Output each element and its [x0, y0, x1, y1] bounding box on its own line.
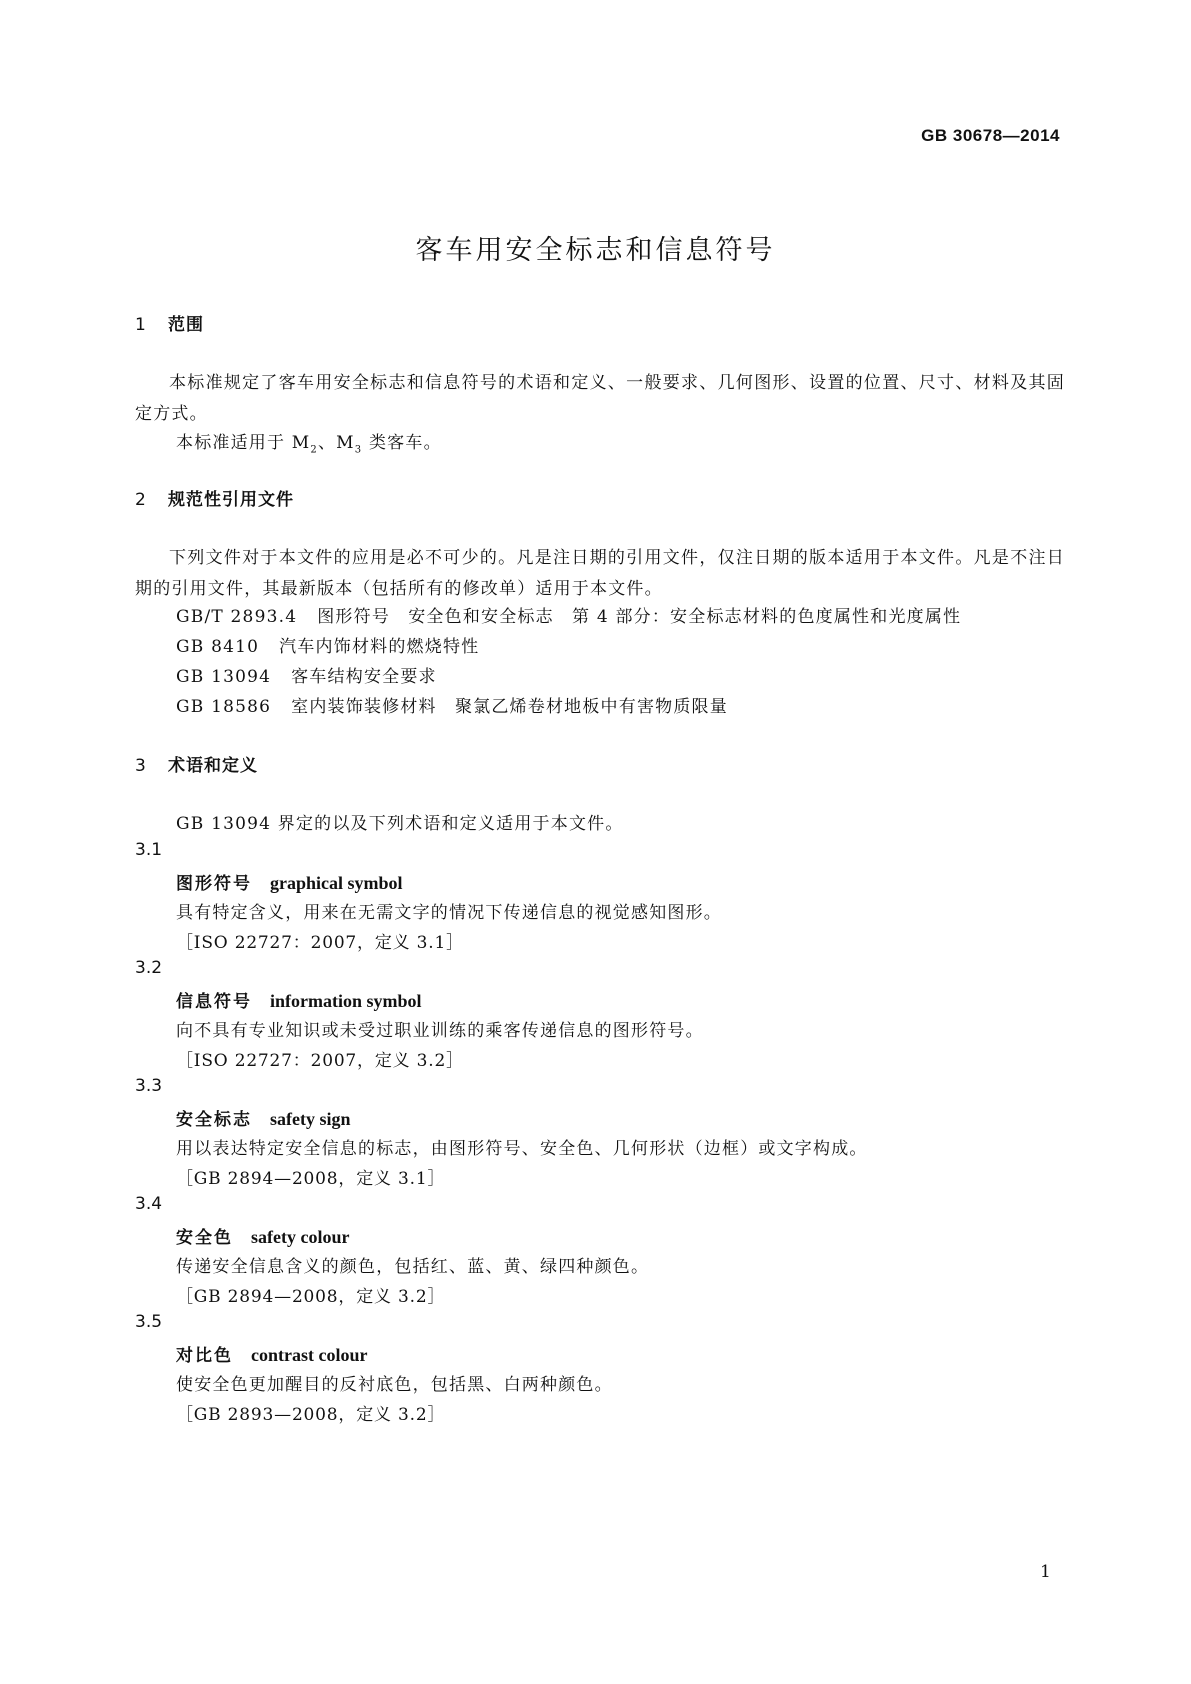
term-zh: 安全标志: [176, 1110, 252, 1130]
term-heading: [176, 869, 403, 894]
standard-code: GB 30678—2014: [921, 126, 1060, 145]
term-en: contrast colour: [251, 1345, 368, 1365]
clause-number: 3.1: [135, 840, 163, 860]
section-heading-terms: [135, 751, 258, 776]
clause-number: 3.4: [135, 1194, 163, 1214]
scope-p2-prefix: 本标准适用于 M: [176, 433, 311, 453]
term-definition: 用以表达特定安全信息的标志，由图形符号、安全色、几何形状（边框）或文字构成。: [176, 1139, 868, 1159]
term-heading: [176, 1105, 351, 1130]
term-zh: 安全色: [176, 1228, 233, 1248]
section-title: 规范性引用文件: [168, 490, 294, 510]
term-heading: [176, 1341, 367, 1366]
clause-number: 3.2: [135, 958, 163, 978]
clause-number: 3.5: [135, 1312, 163, 1332]
term-source: ［ISO 22727：2007，定义 3.1］: [176, 933, 464, 953]
scope-p2-sub2: 3: [354, 444, 363, 456]
term-zh: 信息符号: [176, 992, 252, 1012]
term-definition: 使安全色更加醒目的反衬底色，包括黑、白两种颜色。: [176, 1375, 613, 1395]
term-zh: 对比色: [176, 1346, 233, 1366]
section-heading-scope: [135, 310, 204, 335]
scope-p2-mid: 、M: [317, 433, 355, 453]
reference-title: 室内装饰装修材料 聚氯乙烯卷材地板中有害物质限量: [291, 697, 728, 717]
clause-number: 3.3: [135, 1076, 163, 1096]
term-zh: 图形符号: [176, 874, 252, 894]
reference-item: [176, 692, 728, 717]
term-source: ［ISO 22727：2007，定义 3.2］: [176, 1051, 464, 1071]
reference-code: GB/T 2893.4: [176, 607, 298, 627]
term-definition: 具有特定含义，用来在无需文字的情况下传递信息的视觉感知图形。: [176, 903, 722, 923]
section-title: 范围: [168, 315, 204, 335]
term-source: ［GB 2894—2008，定义 3.1］: [176, 1169, 446, 1189]
term-en: information symbol: [270, 991, 422, 1011]
term-en: safety sign: [270, 1109, 351, 1129]
scope-p2-suffix: 类客车。: [362, 433, 442, 453]
terms-intro: GB 13094 界定的以及下列术语和定义适用于本文件。: [176, 814, 624, 834]
reference-title: 汽车内饰材料的燃烧特性: [279, 637, 480, 657]
section-number: 2: [135, 490, 147, 510]
section-title: 术语和定义: [168, 756, 258, 776]
term-heading: [176, 987, 422, 1012]
term-en: safety colour: [251, 1227, 350, 1247]
term-source: ［GB 2893—2008，定义 3.2］: [176, 1405, 446, 1425]
reference-item: [176, 602, 961, 627]
term-en: graphical symbol: [270, 873, 403, 893]
reference-title: 图形符号 安全色和安全标志 第 4 部分：安全标志材料的色度属性和光度属性: [317, 607, 962, 627]
reference-title: 客车结构安全要求: [291, 667, 437, 687]
normative-intro: 下列文件对于本文件的应用是必不可少的。凡是注日期的引用文件，仅注日期的版本适用于本文件。凡是不注日期的引用文件，其最新版本（包括所有的修改单）适用于本文件。: [135, 548, 1065, 599]
section-heading-normative: [135, 485, 294, 510]
reference-code: GB 8410: [176, 637, 260, 657]
document-title: 客车用安全标志和信息符号: [415, 235, 776, 266]
reference-code: GB 13094: [176, 667, 272, 687]
page-number: 1: [1040, 1562, 1051, 1582]
scope-paragraph-2: [176, 428, 442, 455]
term-heading: [176, 1223, 349, 1248]
section-number: 1: [135, 315, 147, 335]
term-definition: 传递安全信息含义的颜色，包括红、蓝、黄、绿四种颜色。: [176, 1257, 650, 1277]
reference-item: [176, 662, 437, 687]
scope-p2-sub1: 2: [310, 444, 318, 456]
term-definition: 向不具有专业知识或未受过职业训练的乘客传递信息的图形符号。: [176, 1021, 704, 1041]
reference-code: GB 18586: [176, 697, 272, 717]
section-number: 3: [135, 756, 147, 776]
term-source: ［GB 2894—2008，定义 3.2］: [176, 1287, 446, 1307]
scope-paragraph-1: 本标准规定了客车用安全标志和信息符号的术语和定义、一般要求、几何图形、设置的位置、尺寸、材料及其固定方式。: [135, 373, 1065, 424]
reference-item: [176, 632, 479, 657]
